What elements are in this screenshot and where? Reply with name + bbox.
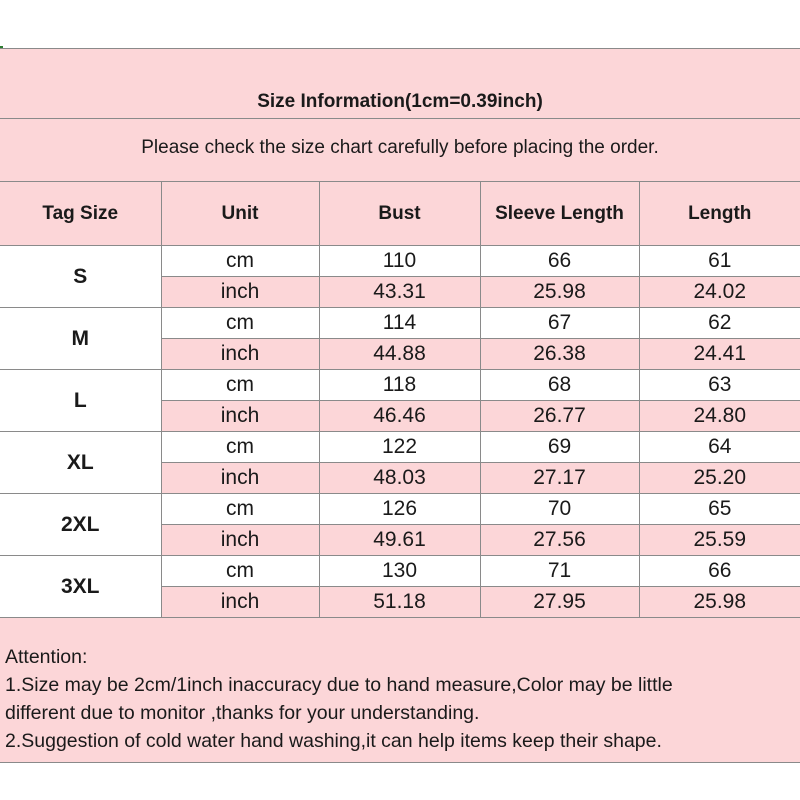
length-cell: 62 xyxy=(639,308,800,339)
attention-line: 2.Suggestion of cold water hand washing,it can help items keep their shape. xyxy=(5,730,662,752)
bust-cell: 49.61 xyxy=(319,525,480,556)
size-table xyxy=(0,181,800,618)
tag-size-cell: L xyxy=(0,370,161,432)
tag-size-cell: XL xyxy=(0,432,161,494)
attention-line: different due to monitor ,thanks for your understanding. xyxy=(5,702,480,724)
bust-cell: 110 xyxy=(319,246,480,277)
table-header-row xyxy=(0,182,800,246)
sleeve-length-cell: 27.95 xyxy=(480,587,639,618)
table-row xyxy=(0,308,800,339)
length-cell: 24.02 xyxy=(639,277,800,308)
length-cell: 65 xyxy=(639,494,800,525)
length-cell: 63 xyxy=(639,370,800,401)
sleeve-length-cell: 69 xyxy=(480,432,639,463)
unit-cell: cm xyxy=(161,246,319,277)
header-tag-size: Tag Size xyxy=(0,182,161,246)
attention-notes xyxy=(5,643,795,755)
unit-cell: cm xyxy=(161,432,319,463)
size-chart-sheet xyxy=(0,48,800,763)
header-sleeve-length: Sleeve Length xyxy=(480,182,639,246)
sleeve-length-cell: 67 xyxy=(480,308,639,339)
bust-cell: 43.31 xyxy=(319,277,480,308)
bust-cell: 51.18 xyxy=(319,587,480,618)
bust-cell: 130 xyxy=(319,556,480,587)
table-row xyxy=(0,494,800,525)
tag-size-cell: M xyxy=(0,308,161,370)
bust-cell: 122 xyxy=(319,432,480,463)
bust-cell: 126 xyxy=(319,494,480,525)
header-unit: Unit xyxy=(161,182,319,246)
table-row xyxy=(0,246,800,277)
sleeve-length-cell: 27.17 xyxy=(480,463,639,494)
sleeve-length-cell: 26.38 xyxy=(480,339,639,370)
length-cell: 61 xyxy=(639,246,800,277)
sleeve-length-cell: 71 xyxy=(480,556,639,587)
unit-cell: cm xyxy=(161,308,319,339)
table-row xyxy=(0,556,800,587)
unit-cell: inch xyxy=(161,277,319,308)
sleeve-length-cell: 26.77 xyxy=(480,401,639,432)
attention-line: 1.Size may be 2cm/1inch inaccuracy due to hand measure,Color may be little xyxy=(5,674,673,696)
bust-cell: 118 xyxy=(319,370,480,401)
tag-size-cell: 2XL xyxy=(0,494,161,556)
length-cell: 24.80 xyxy=(639,401,800,432)
divider xyxy=(0,118,800,119)
header-length: Length xyxy=(639,182,800,246)
bust-cell: 48.03 xyxy=(319,463,480,494)
tag-size-cell: 3XL xyxy=(0,556,161,618)
unit-cell: inch xyxy=(161,339,319,370)
bust-cell: 114 xyxy=(319,308,480,339)
sleeve-length-cell: 25.98 xyxy=(480,277,639,308)
length-cell: 25.59 xyxy=(639,525,800,556)
length-cell: 25.20 xyxy=(639,463,800,494)
bust-cell: 44.88 xyxy=(319,339,480,370)
sleeve-length-cell: 68 xyxy=(480,370,639,401)
unit-cell: inch xyxy=(161,401,319,432)
header-bust: Bust xyxy=(319,182,480,246)
length-cell: 66 xyxy=(639,556,800,587)
bust-cell: 46.46 xyxy=(319,401,480,432)
unit-cell: inch xyxy=(161,525,319,556)
unit-cell: cm xyxy=(161,494,319,525)
table-row xyxy=(0,370,800,401)
chart-subtitle: Please check the size chart carefully before placing the order. xyxy=(141,137,659,158)
sleeve-length-cell: 27.56 xyxy=(480,525,639,556)
length-cell: 64 xyxy=(639,432,800,463)
sleeve-length-cell: 70 xyxy=(480,494,639,525)
chart-title: Size Information(1cm=0.39inch) xyxy=(257,91,543,112)
length-cell: 25.98 xyxy=(639,587,800,618)
unit-cell: cm xyxy=(161,370,319,401)
length-cell: 24.41 xyxy=(639,339,800,370)
table-row xyxy=(0,432,800,463)
attention-heading: Attention: xyxy=(5,646,88,668)
unit-cell: inch xyxy=(161,587,319,618)
unit-cell: inch xyxy=(161,463,319,494)
sleeve-length-cell: 66 xyxy=(480,246,639,277)
unit-cell: cm xyxy=(161,556,319,587)
tag-size-cell: S xyxy=(0,246,161,308)
